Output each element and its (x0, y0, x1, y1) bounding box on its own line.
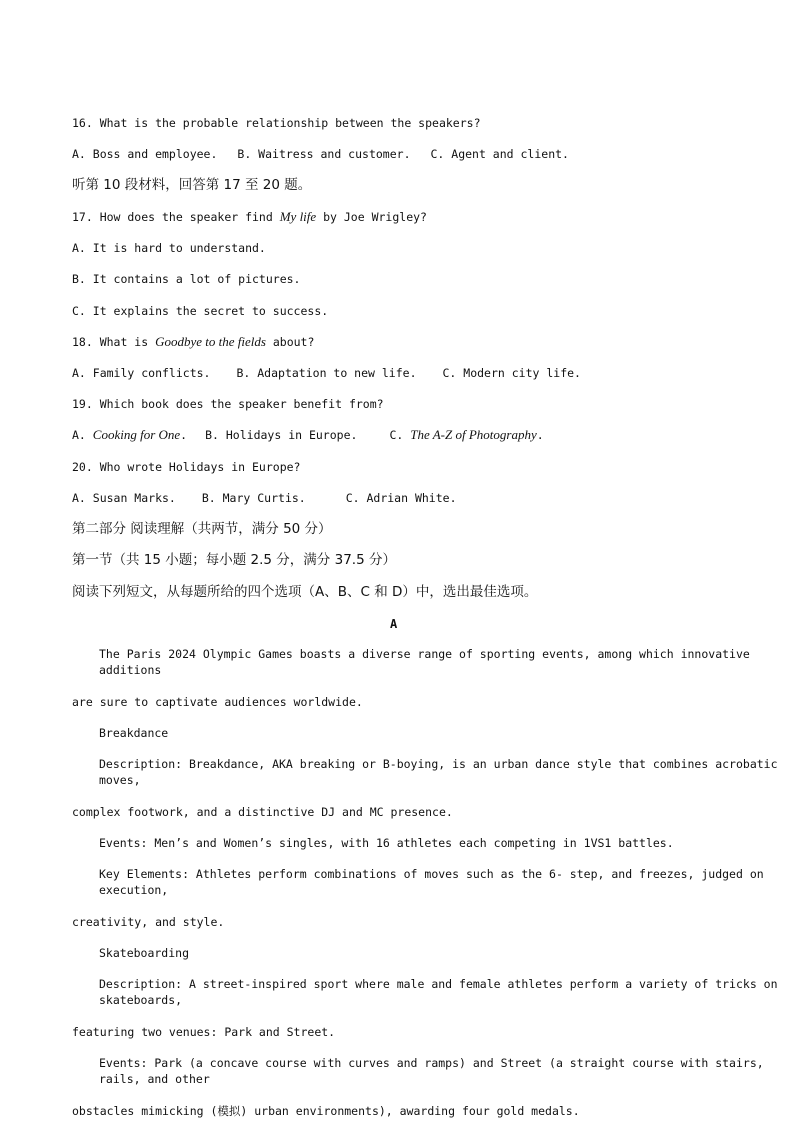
q17-option-b: B. It contains a lot of pictures. (72, 272, 301, 286)
q17-book-title: My life (279, 209, 317, 224)
question-20-stem: 20. Who wrote Holidays in Europe? (72, 460, 301, 474)
passage-intro-line1: The Paris 2024 Olympic Games boasts a diverse range of sporting events, among which innovative additions (99, 647, 750, 677)
q19-option-a: A. Cooking for One. (72, 427, 188, 442)
q18-book-title: Goodbye to the fields (155, 334, 266, 349)
question-19-stem: 19. Which book does the speaker benefit from? (72, 397, 384, 411)
q16-option-b: B. Waitress and customer. (237, 147, 411, 161)
q18-option-b: B. Adaptation to new life. (236, 366, 417, 380)
skateboarding-events: Events: Park (a concave course with curves and ramps) and Street (a straight course with stairs, rails, and other (99, 1056, 764, 1086)
breakdance-key-elements: Key Elements: Athletes perform combinations of moves such as the 6- step, and freezes, judged on execution, (99, 867, 764, 897)
q18-option-a: A. Family conflicts. (72, 366, 211, 380)
breakdance-description: Description: Breakdance, AKA breaking or B-boying, is an urban dance style that combines acrobatic moves, (99, 757, 778, 787)
skateboarding-description-cont: featuring two venues: Park and Street. (72, 1025, 336, 1039)
passage-intro-line2: are sure to captivate audiences worldwide. (72, 695, 363, 709)
breakdance-events: Events: Men’s and Women’s singles, with 16 athletes each competing in 1VS1 battles. (99, 836, 674, 850)
question-18-options (72, 365, 581, 381)
q17-option-c: C. It explains the secret to success. (72, 304, 329, 318)
question-20-options (72, 490, 457, 506)
q18-option-c: C. Modern city life. (442, 366, 581, 380)
section-10-instruction: 听第 10 段材料，回答第 17 至 20 题。 (72, 177, 312, 193)
q18-stem-post: about? (265, 335, 315, 349)
breakdance-title: Breakdance (99, 726, 169, 740)
question-19-options (72, 427, 544, 443)
q16-option-a: A. Boss and employee. (72, 147, 218, 161)
q20-option-a: A. Susan Marks. (72, 491, 176, 505)
q17-stem-post: by Joe Wrigley? (316, 210, 427, 224)
question-16-options (72, 146, 569, 162)
skateboarding-events-cont: obstacles mimicking (模拟) urban environments), awarding four gold medals. (72, 1104, 580, 1118)
question-17-stem (72, 209, 427, 225)
breakdance-description-cont: complex footwork, and a distinctive DJ and MC presence. (72, 805, 453, 819)
part-2-heading: 第二部分 阅读理解（共两节，满分 50 分） (72, 521, 332, 537)
q17-stem-pre: 17. How does the speaker find (72, 210, 280, 224)
q17-option-a: A. It is hard to understand. (72, 241, 266, 255)
passage-letter: A (390, 617, 398, 631)
q16-option-c: C. Agent and client. (430, 147, 569, 161)
q19-option-c: C. The A-Z of Photography. (389, 427, 544, 442)
q18-stem-pre: 18. What is (72, 335, 156, 349)
skateboarding-title: Skateboarding (99, 946, 190, 960)
q20-option-c: C. Adrian White. (345, 491, 457, 505)
breakdance-key-elements-cont: creativity, and style. (72, 915, 225, 929)
question-16-stem: 16. What is the probable relationship between the speakers? (72, 116, 481, 130)
reading-instruction: 阅读下列短文，从每题所给的四个选项（A、B、C 和 D）中，选出最佳选项。 (72, 584, 538, 600)
question-18-stem (72, 334, 314, 350)
section-1-heading: 第一节（共 15 小题；每小题 2.5 分，满分 37.5 分） (72, 552, 396, 568)
q19-option-b: B. Holidays in Europe. (205, 428, 358, 442)
skateboarding-description: Description: A street-inspired sport where male and female athletes perform a variety of tricks on skateboards, (99, 977, 778, 1007)
q20-option-b: B. Mary Curtis. (201, 491, 306, 505)
